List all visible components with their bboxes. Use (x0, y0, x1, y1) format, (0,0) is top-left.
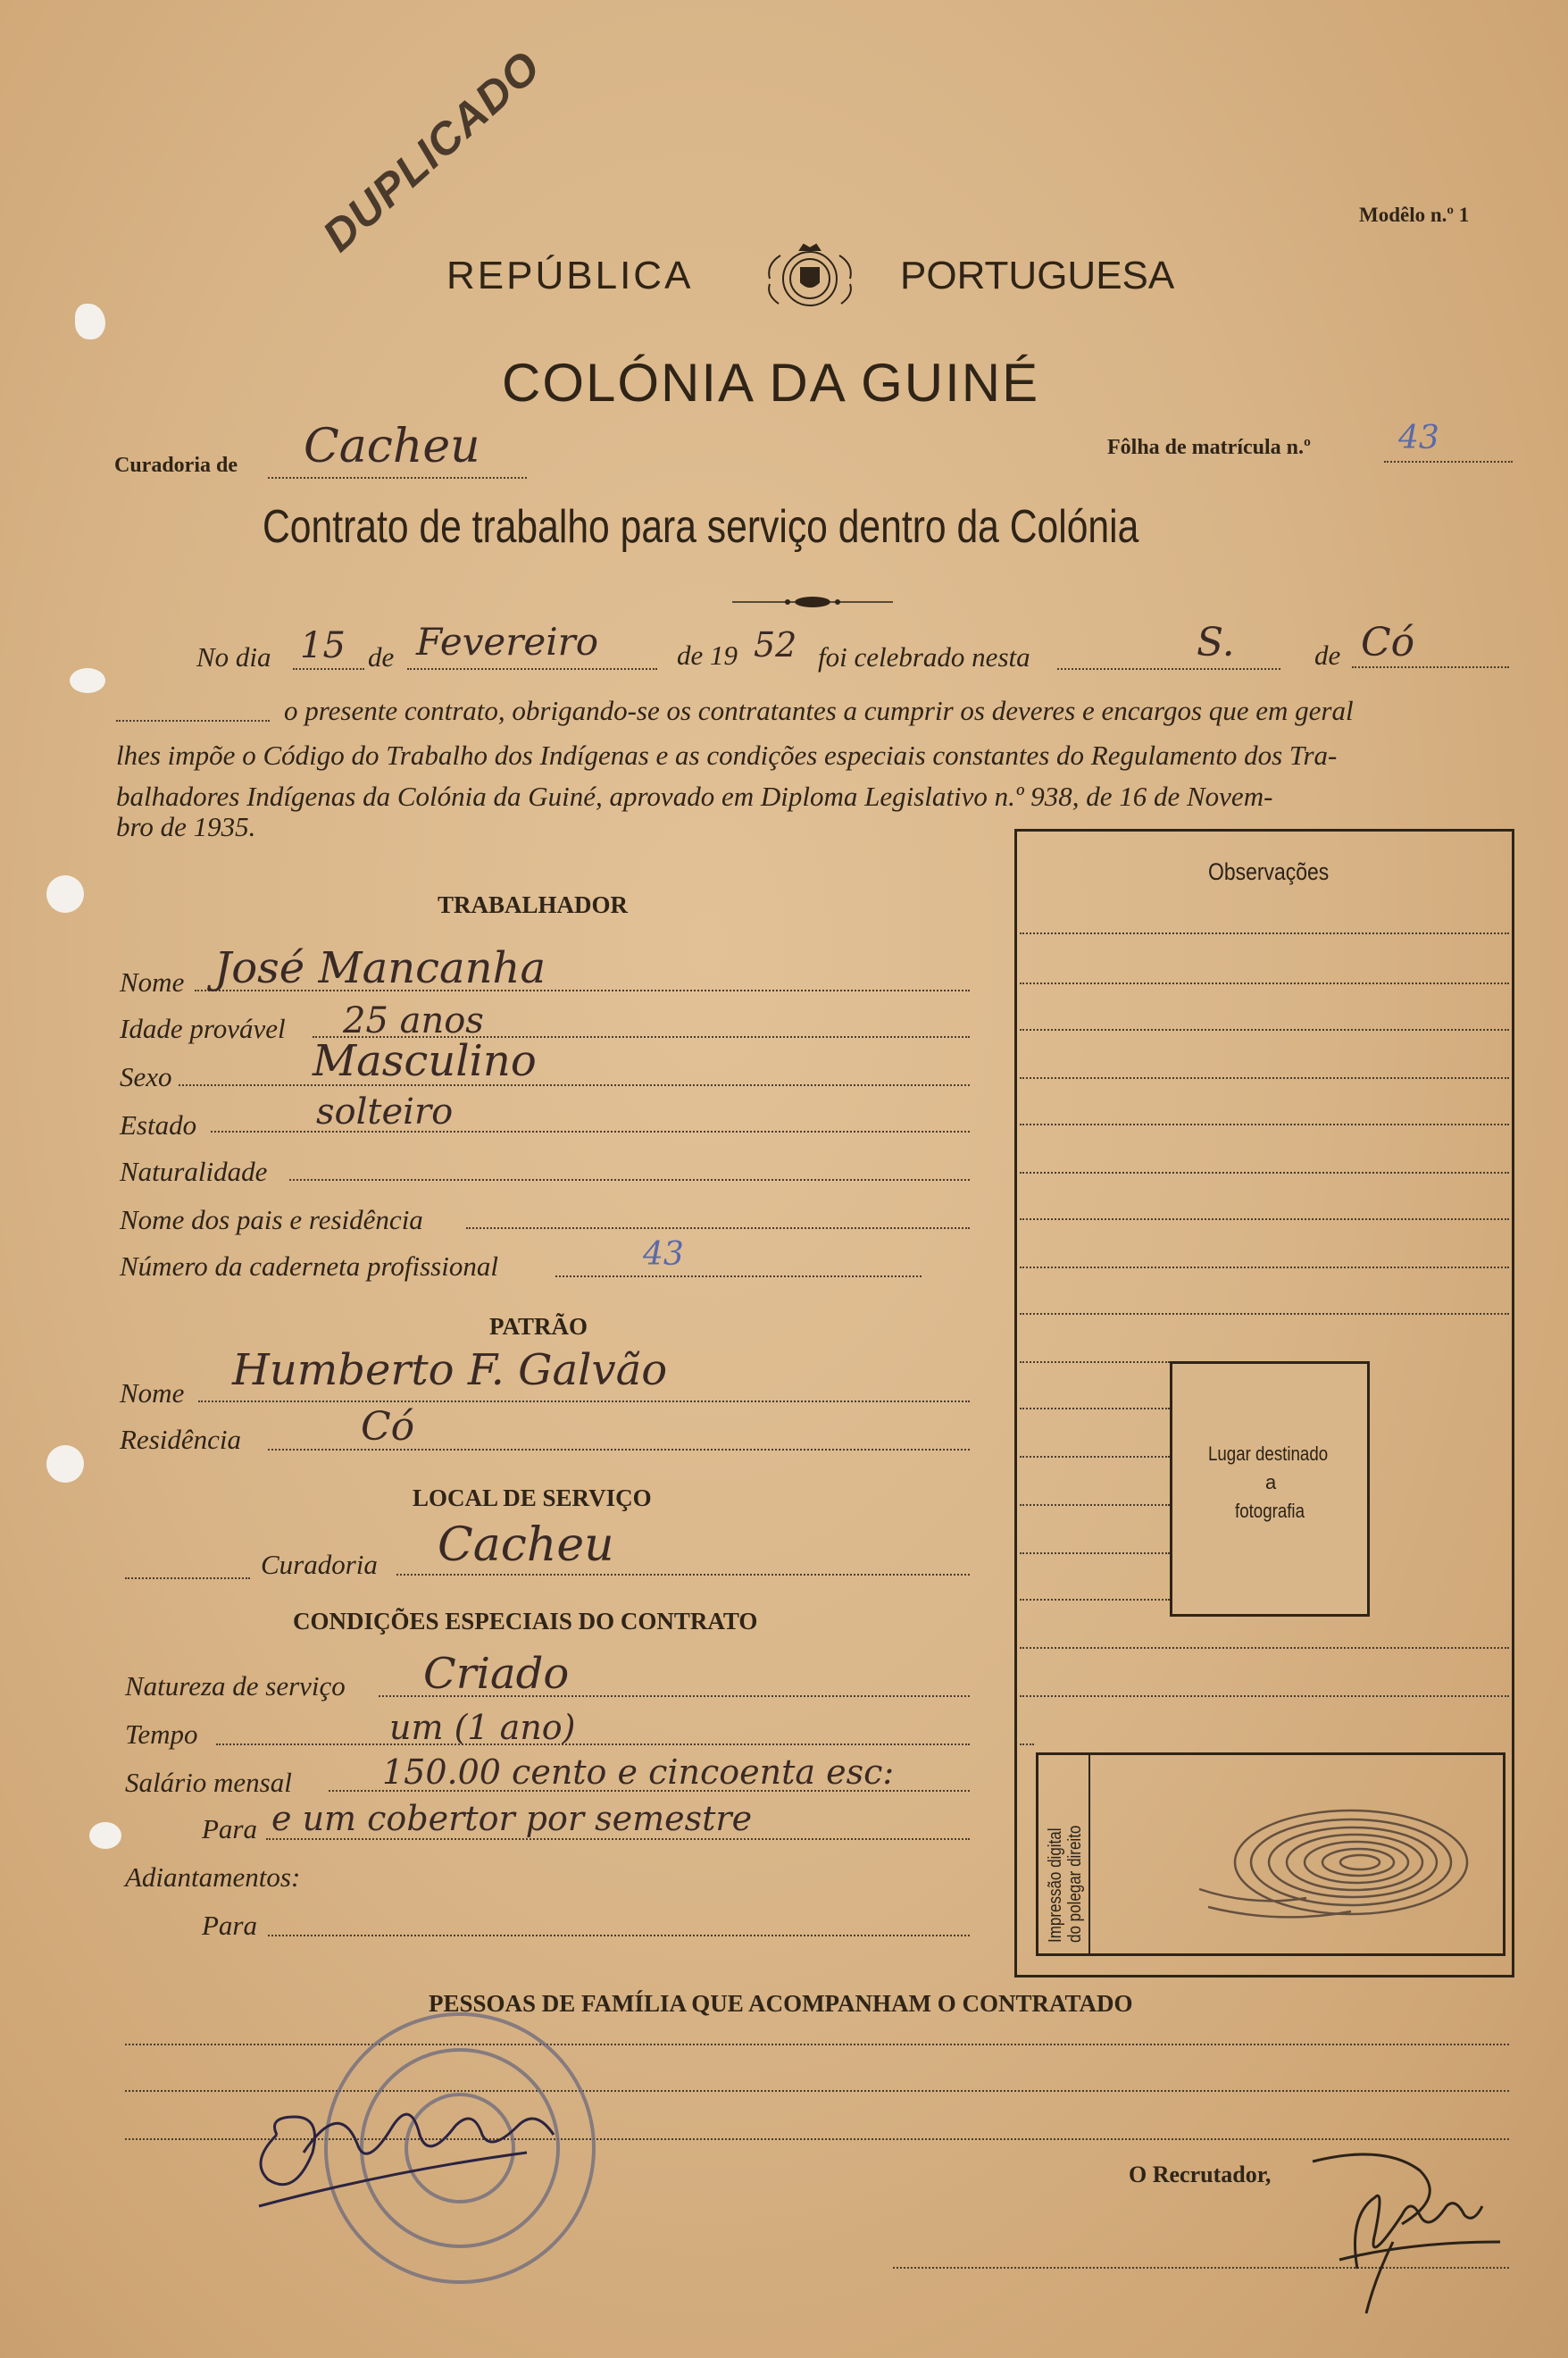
photo-label-2: a (1265, 1471, 1277, 1493)
photo-label-3: fotografia (1235, 1500, 1305, 1522)
patrao-heading: PATRÃO (489, 1313, 588, 1340)
adiantamentos-label: Adiantamentos: (125, 1861, 301, 1893)
obs-line (1020, 1504, 1170, 1506)
familia-heading: PESSOAS DE FAMÍLIA QUE ACOMPANHAM O CONTRATADO (429, 1990, 1133, 2017)
ornament-divider (732, 591, 893, 613)
dia-value: 15 (300, 625, 346, 666)
natureza-label: Natureza de serviço (125, 1670, 346, 1702)
foi-celebrado-label: foi celebrado nesta (818, 641, 1030, 673)
para-line (266, 1838, 970, 1840)
para-label: Para (202, 1813, 257, 1844)
tempo-line (216, 1743, 970, 1745)
residencia-label: Residência (120, 1424, 242, 1455)
para2-label: Para (202, 1910, 257, 1941)
local-curadoria-line (396, 1574, 970, 1576)
obs-line (1020, 1456, 1170, 1458)
no-dia-label: No dia (196, 641, 271, 673)
estado-value: solteiro (316, 1091, 454, 1133)
folha-value: 43 (1398, 420, 1439, 456)
recrutador-label: O Recrutador, (1129, 2162, 1272, 2187)
signature-recrutador (1286, 2135, 1518, 2322)
thumbprint-box (1036, 1752, 1505, 1956)
para-value: e um cobertor por semestre (271, 1799, 753, 1838)
republica-text: REPÚBLICA (446, 254, 694, 297)
pais-line (466, 1227, 970, 1229)
local-servico-heading: LOCAL DE SERVIÇO (413, 1484, 652, 1511)
obs-line (1020, 1695, 1509, 1697)
obs-line (1020, 1743, 1034, 1745)
duplicado-stamp: DUPLICADO (313, 40, 550, 262)
photo-placeholder (1170, 1361, 1370, 1617)
mes-value: Fevereiro (416, 620, 599, 664)
natureza-value: Criado (423, 1649, 570, 1699)
obs-line (1020, 1172, 1509, 1174)
sexo-label: Sexo (120, 1061, 172, 1092)
nome-value: José Mancanha (214, 943, 546, 993)
mes-line (407, 668, 657, 670)
local2-value: Có (1361, 620, 1415, 665)
de-ano-label: de 19 (677, 640, 738, 671)
observacoes-heading: Observações (1208, 858, 1330, 885)
obs-line (1020, 1313, 1509, 1315)
caderneta-value: 43 (643, 1236, 684, 1273)
caderneta-label: Número da caderneta profissional (120, 1250, 498, 1282)
local-curadoria-value: Cacheu (438, 1518, 614, 1572)
local-servico-blank (125, 1577, 250, 1579)
intro-line-4: balhadores Indígenas da Colónia da Guiné, aprovado em Diploma Legislativo n.º 938, de 16 de Novem- (116, 781, 1273, 812)
local-curadoria-label: Curadoria (261, 1549, 378, 1580)
naturalidade-label: Naturalidade (120, 1156, 268, 1187)
local-line (1057, 668, 1280, 670)
modelo-number: Modêlo n.º 1 (1359, 204, 1470, 226)
local2-line (1352, 666, 1509, 668)
colonia-title: COLÓNIA DA GUINÉ (502, 353, 1040, 413)
tempo-value: um (1 ano) (389, 1708, 576, 1747)
patrao-nome-value: Humberto F. Galvão (232, 1345, 668, 1395)
obs-line (1020, 1029, 1509, 1031)
folha-line (1384, 461, 1513, 463)
salario-value: 150.00 cento e cincoenta esc: (382, 1752, 895, 1792)
photo-label-1: Lugar destinado (1208, 1442, 1329, 1465)
thumbprint-label-2: do polegar direito (1065, 1825, 1085, 1943)
obs-line (1020, 1599, 1170, 1601)
obs-line (1020, 1647, 1509, 1649)
obs-line (1020, 1124, 1509, 1125)
obs-line (1020, 1077, 1509, 1079)
obs-line (1020, 932, 1509, 934)
blank-line (116, 720, 270, 722)
curadoria-line (268, 477, 527, 479)
idade-label: Idade provável (120, 1013, 286, 1044)
de-label-1: de (368, 641, 395, 673)
pais-label: Nome dos pais e residência (120, 1204, 423, 1235)
de-label-2: de (1314, 640, 1341, 671)
caderneta-line (555, 1275, 922, 1277)
obs-line (1020, 982, 1509, 984)
obs-line (1020, 1408, 1170, 1409)
punch-hole-top (46, 875, 84, 913)
residencia-value: Có (361, 1404, 415, 1450)
paper-tear (75, 304, 105, 339)
nome-label: Nome (120, 966, 185, 998)
intro-line-2: o presente contrato, obrigando-se os contratantes a cumprir os deveres e encargos que em geral (284, 695, 1354, 726)
obs-line (1020, 1552, 1170, 1554)
sexo-line (179, 1084, 970, 1086)
dia-line (293, 668, 364, 670)
tempo-label: Tempo (125, 1718, 198, 1750)
patrao-nome-line (198, 1401, 970, 1402)
obs-line (1020, 1218, 1509, 1220)
local-value: S. (1197, 620, 1235, 665)
trabalhador-heading: TRABALHADOR (438, 891, 629, 918)
patrao-nome-label: Nome (120, 1377, 185, 1409)
obs-line (1020, 1267, 1509, 1268)
portuguesa-text: PORTUGUESA (900, 254, 1175, 297)
coat-of-arms-icon (761, 241, 859, 313)
sexo-value: Masculino (313, 1036, 537, 1086)
curadoria-label: Curadoria de (114, 454, 238, 477)
naturalidade-line (289, 1179, 970, 1181)
contract-title: Contrato de trabalho para serviço dentro da Colónia (263, 501, 1139, 553)
signature-left (241, 2054, 616, 2233)
salario-label: Salário mensal (125, 1767, 292, 1798)
para2-line (268, 1935, 970, 1936)
punch-hole-bottom (46, 1445, 84, 1483)
obs-line (1020, 1361, 1170, 1363)
folha-label: Fôlha de matrícula n.º (1107, 436, 1311, 459)
paper-tear (89, 1822, 121, 1849)
idade-value: 25 anos (343, 1000, 484, 1041)
intro-line-3: lhes impõe o Código do Trabalho dos Indígenas e as condições especiais constantes do Regulamento dos Tra- (116, 740, 1338, 771)
condicoes-heading: CONDIÇÕES ESPECIAIS DO CONTRATO (293, 1608, 758, 1635)
thumbprint-divider (1088, 1755, 1090, 1953)
paper-tear (70, 668, 105, 693)
curadoria-value: Cacheu (304, 420, 480, 473)
thumbprint-image (1190, 1800, 1485, 1934)
intro-line-5: bro de 1935. (116, 811, 256, 842)
estado-label: Estado (120, 1109, 197, 1141)
thumbprint-label-1: Impressão digital (1046, 1827, 1065, 1943)
ano-value: 52 (754, 625, 797, 665)
